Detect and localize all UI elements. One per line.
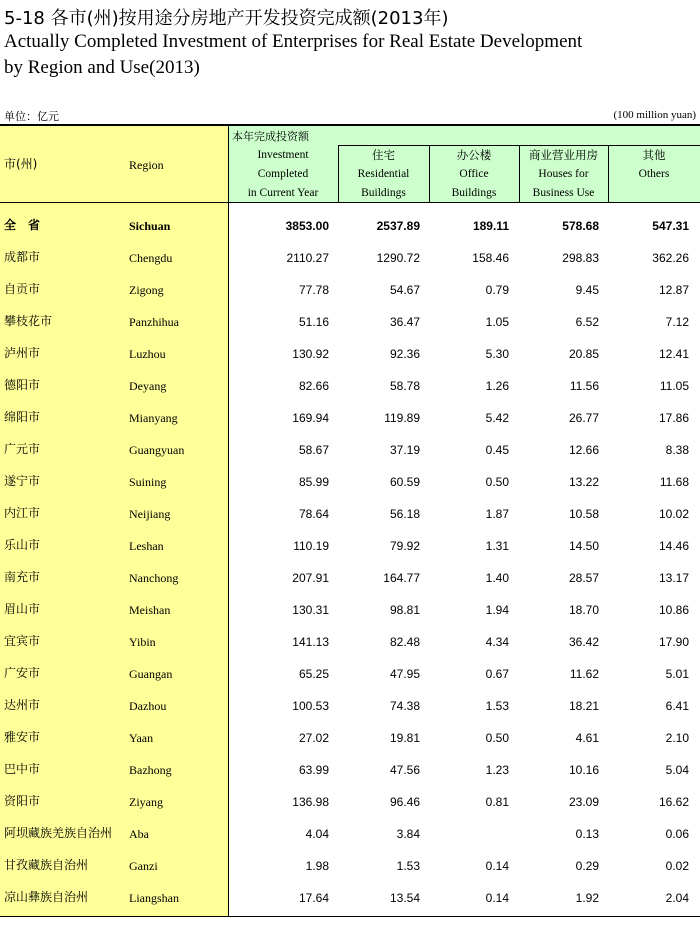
header-others xyxy=(608,146,700,184)
residential-value: 37.19 xyxy=(389,443,420,457)
residential-value: 119.89 xyxy=(384,411,420,425)
region-name-english: Zigong xyxy=(129,283,164,297)
business-value: 26.77 xyxy=(568,411,599,425)
business-value: 1.92 xyxy=(575,891,599,905)
header-office-en1: Office xyxy=(459,168,489,180)
region-name-chinese: 资阳市 xyxy=(4,794,41,808)
region-name-chinese: 甘孜藏族自治州 xyxy=(4,858,89,872)
investment-value: 58.67 xyxy=(298,443,329,457)
table-top-rule xyxy=(0,124,700,126)
unit-label-chinese: 单位：亿元 xyxy=(4,110,59,123)
region-name-english: Leshan xyxy=(129,539,164,553)
investment-value: 4.04 xyxy=(305,827,329,841)
office-value: 1.26 xyxy=(485,379,509,393)
header-office-cn: 办公楼 xyxy=(456,148,492,162)
residential-value: 47.56 xyxy=(389,763,420,777)
investment-value: 85.99 xyxy=(298,475,329,489)
investment-value: 207.91 xyxy=(292,571,329,585)
region-name-chinese: 宜宾市 xyxy=(4,634,41,648)
header-business-en1: Houses for xyxy=(538,168,589,180)
column-divider xyxy=(228,126,229,916)
table-bottom-rule xyxy=(0,916,700,917)
region-name-english: Guangan xyxy=(129,667,173,681)
header-investment-line2: Completed xyxy=(257,168,309,180)
investment-value: 141.13 xyxy=(292,635,329,649)
business-value: 6.52 xyxy=(575,315,599,329)
investment-value: 110.19 xyxy=(293,539,329,553)
others-value: 7.12 xyxy=(665,315,689,329)
residential-value: 98.81 xyxy=(389,603,420,617)
header-residential-en1: Residential xyxy=(357,168,410,180)
business-value: 0.13 xyxy=(575,827,599,841)
business-value: 0.29 xyxy=(575,859,599,873)
region-name-chinese: 遂宁市 xyxy=(4,474,41,488)
investment-value: 63.99 xyxy=(298,763,329,777)
unit-label-english: (100 million yuan) xyxy=(613,109,696,121)
office-value: 0.50 xyxy=(485,731,509,745)
region-name-chinese: 攀枝花市 xyxy=(4,314,53,328)
business-value: 578.68 xyxy=(562,219,599,233)
header-investment-line3: in Current Year xyxy=(247,187,319,199)
header-investment xyxy=(228,146,338,203)
others-value: 5.01 xyxy=(665,667,689,681)
region-name-english: Mianyang xyxy=(129,411,178,425)
residential-value: 13.54 xyxy=(389,891,420,905)
residential-value: 74.38 xyxy=(389,699,420,713)
header-investment-group: 本年完成投资额 xyxy=(232,130,309,143)
business-value: 23.09 xyxy=(568,795,599,809)
region-name-chinese: 雅安市 xyxy=(4,730,41,744)
investment-value: 130.92 xyxy=(292,347,329,361)
investment-value: 169.94 xyxy=(292,411,329,425)
business-value: 10.16 xyxy=(568,763,599,777)
region-name-english: Ziyang xyxy=(129,795,163,809)
others-value: 14.46 xyxy=(658,539,689,553)
table-title-english-line1: Actually Completed Investment of Enterprises for Real Estate Development xyxy=(4,31,583,52)
region-name-english: Aba xyxy=(129,827,149,841)
region-name-chinese: 泸州市 xyxy=(4,346,41,360)
residential-value: 1.53 xyxy=(396,859,420,873)
region-name-english: Suining xyxy=(129,475,167,489)
region-name-chinese: 全 省 xyxy=(4,218,41,232)
region-name-chinese: 广元市 xyxy=(4,442,41,456)
residential-value: 96.46 xyxy=(389,795,420,809)
region-name-chinese: 眉山市 xyxy=(4,602,41,616)
others-value: 10.02 xyxy=(658,507,689,521)
investment-value: 1.98 xyxy=(305,859,329,873)
region-name-chinese: 德阳市 xyxy=(4,378,41,392)
region-name-chinese: 巴中市 xyxy=(4,762,41,776)
others-value: 12.41 xyxy=(658,347,689,361)
table-title-chinese: 5-18 各市(州)按用途分房地产开发投资完成额(2013年) xyxy=(4,8,449,29)
business-value: 11.62 xyxy=(569,667,599,681)
office-value: 0.67 xyxy=(485,667,509,681)
investment-value: 130.31 xyxy=(292,603,329,617)
residential-value: 54.67 xyxy=(389,283,420,297)
office-value: 1.53 xyxy=(485,699,509,713)
region-name-english: Sichuan xyxy=(129,219,171,233)
others-value: 2.10 xyxy=(665,731,689,745)
residential-value: 3.84 xyxy=(396,827,420,841)
investment-value: 78.64 xyxy=(298,507,329,521)
office-value: 0.79 xyxy=(485,283,509,297)
region-name-english: Luzhou xyxy=(129,347,166,361)
investment-value: 100.53 xyxy=(292,699,329,713)
header-region-chinese: 市(州) xyxy=(4,157,38,171)
region-name-english: Yibin xyxy=(129,635,156,649)
business-value: 20.85 xyxy=(568,347,599,361)
business-value: 11.56 xyxy=(569,379,599,393)
region-name-english: Yaan xyxy=(129,731,154,745)
office-value: 4.34 xyxy=(485,635,509,649)
residential-value: 47.95 xyxy=(389,667,420,681)
region-name-chinese: 乐山市 xyxy=(4,538,41,552)
others-value: 11.68 xyxy=(659,475,689,489)
office-value: 1.40 xyxy=(485,571,509,585)
others-value: 11.05 xyxy=(659,379,689,393)
residential-value: 2537.89 xyxy=(376,219,420,233)
region-name-english: Dazhou xyxy=(129,699,167,713)
investment-value: 65.25 xyxy=(298,667,329,681)
residential-value: 36.47 xyxy=(389,315,420,329)
region-name-english: Bazhong xyxy=(129,763,172,777)
residential-value: 19.81 xyxy=(389,731,420,745)
others-value: 12.87 xyxy=(658,283,689,297)
region-name-english: Meishan xyxy=(129,603,171,617)
business-value: 14.50 xyxy=(568,539,599,553)
residential-value: 92.36 xyxy=(389,347,420,361)
office-value: 5.30 xyxy=(485,347,509,361)
business-value: 4.61 xyxy=(575,731,599,745)
region-name-english: Nanchong xyxy=(129,571,179,585)
business-value: 9.45 xyxy=(575,283,599,297)
office-value: 189.11 xyxy=(472,219,509,233)
others-value: 5.04 xyxy=(665,763,689,777)
office-value: 1.31 xyxy=(485,539,509,553)
region-name-chinese: 自贡市 xyxy=(4,282,41,296)
region-name-english: Liangshan xyxy=(129,891,179,905)
residential-value: 1290.72 xyxy=(376,251,420,265)
office-value: 5.42 xyxy=(485,411,509,425)
region-name-chinese: 广安市 xyxy=(4,666,41,680)
investment-value: 136.98 xyxy=(292,795,329,809)
header-residential-en2: Buildings xyxy=(361,187,406,199)
others-value: 17.86 xyxy=(658,411,689,425)
others-value: 0.02 xyxy=(665,859,689,873)
others-value: 16.62 xyxy=(658,795,689,809)
business-value: 36.42 xyxy=(568,635,599,649)
office-value: 0.45 xyxy=(485,443,509,457)
header-region-english: Region xyxy=(129,158,164,172)
business-value: 12.66 xyxy=(568,443,599,457)
region-name-english: Guangyuan xyxy=(129,443,185,457)
region-name-english: Chengdu xyxy=(129,251,173,265)
others-value: 547.31 xyxy=(652,219,689,233)
others-value: 2.04 xyxy=(665,891,689,905)
residential-value: 82.48 xyxy=(389,635,420,649)
business-value: 18.21 xyxy=(568,699,599,713)
office-value: 1.94 xyxy=(485,603,509,617)
header-business xyxy=(519,146,608,203)
others-value: 10.86 xyxy=(658,603,689,617)
region-name-english: Panzhihua xyxy=(129,315,179,329)
header-investment-line1: Investment xyxy=(257,149,309,161)
region-name-chinese: 成都市 xyxy=(4,250,41,264)
header-business-en2: Business Use xyxy=(532,187,595,199)
region-name-chinese: 南充市 xyxy=(4,570,41,584)
others-value: 17.90 xyxy=(658,635,689,649)
others-value: 0.06 xyxy=(665,827,689,841)
office-value: 158.46 xyxy=(472,251,509,265)
office-value: 1.87 xyxy=(485,507,509,521)
region-name-chinese: 内江市 xyxy=(4,506,41,520)
residential-value: 79.92 xyxy=(389,539,420,553)
office-value: 1.23 xyxy=(485,763,509,777)
header-others-en: Others xyxy=(638,168,670,180)
residential-value: 164.77 xyxy=(383,571,420,585)
header-office xyxy=(429,146,519,203)
region-name-english: Deyang xyxy=(129,379,167,393)
others-value: 6.41 xyxy=(665,699,689,713)
investment-value: 3853.00 xyxy=(285,219,329,233)
residential-value: 56.18 xyxy=(389,507,420,521)
region-name-chinese: 凉山彝族自治州 xyxy=(4,890,89,904)
header-others-cn: 其他 xyxy=(642,148,666,162)
business-value: 13.22 xyxy=(568,475,599,489)
others-value: 13.17 xyxy=(658,571,689,585)
office-value: 0.81 xyxy=(485,795,509,809)
header-residential xyxy=(338,146,429,203)
business-value: 18.70 xyxy=(568,603,599,617)
office-value: 1.05 xyxy=(485,315,509,329)
investment-value: 51.16 xyxy=(298,315,329,329)
investment-value: 17.64 xyxy=(298,891,329,905)
office-value: 0.50 xyxy=(485,475,509,489)
business-value: 28.57 xyxy=(568,571,599,585)
header-business-cn: 商业营业用房 xyxy=(529,148,598,162)
residential-value: 58.78 xyxy=(389,379,420,393)
residential-value: 60.59 xyxy=(389,475,420,489)
table-title-english-line2: by Region and Use(2013) xyxy=(4,57,200,78)
others-value: 8.38 xyxy=(665,443,689,457)
business-value: 298.83 xyxy=(562,251,599,265)
region-name-chinese: 达州市 xyxy=(4,698,41,712)
region-name-chinese: 阿坝藏族羌族自治州 xyxy=(4,826,113,840)
header-office-en2: Buildings xyxy=(451,187,497,199)
office-value: 0.14 xyxy=(485,891,509,905)
investment-value: 27.02 xyxy=(298,731,329,745)
investment-value: 2110.27 xyxy=(286,251,329,265)
region-name-chinese: 绵阳市 xyxy=(4,410,41,424)
others-value: 362.26 xyxy=(652,251,689,265)
investment-value: 82.66 xyxy=(298,379,329,393)
business-value: 10.58 xyxy=(568,507,599,521)
region-name-english: Neijiang xyxy=(129,507,171,521)
office-value: 0.14 xyxy=(485,859,509,873)
region-name-english: Ganzi xyxy=(129,859,158,873)
investment-value: 77.78 xyxy=(298,283,329,297)
header-residential-cn: 住宅 xyxy=(372,148,395,162)
